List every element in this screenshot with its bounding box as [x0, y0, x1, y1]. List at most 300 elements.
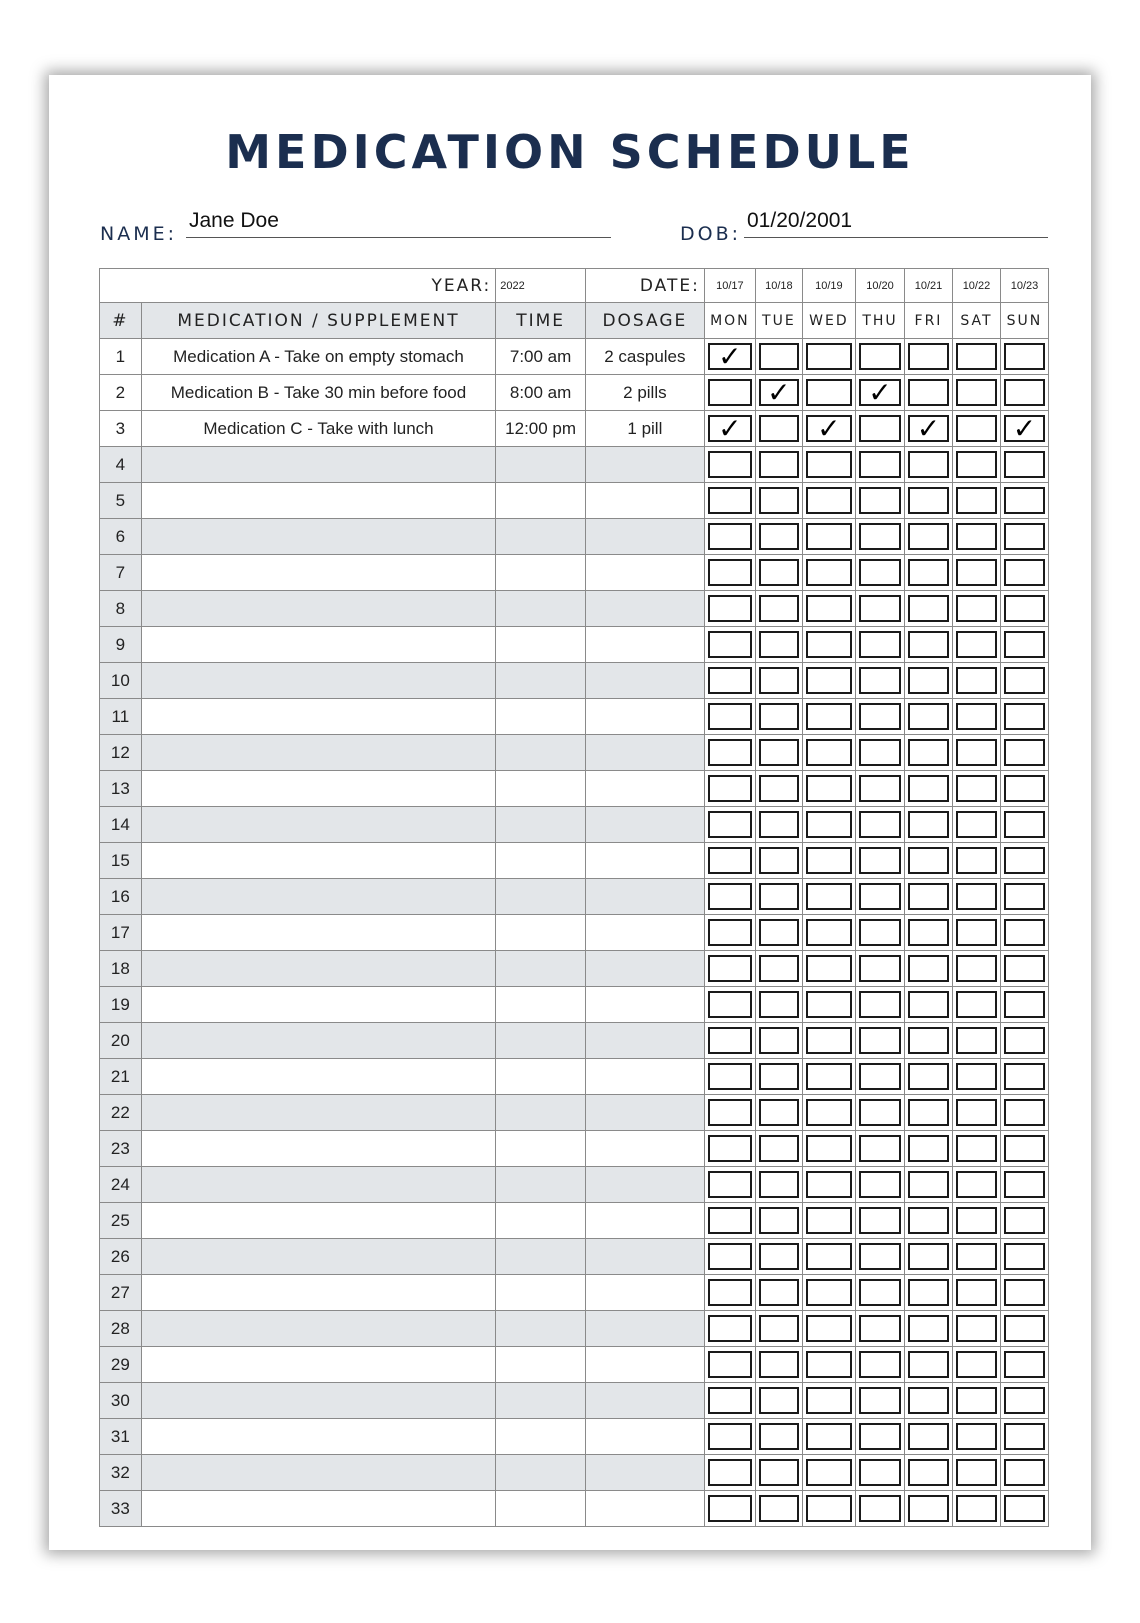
dosage-cell[interactable]: 1 pill — [585, 411, 704, 447]
day-checkbox[interactable] — [708, 559, 752, 586]
medication-cell[interactable] — [141, 591, 496, 627]
day-checkbox[interactable] — [806, 1315, 852, 1342]
time-cell[interactable] — [496, 735, 586, 771]
day-checkbox[interactable] — [859, 991, 901, 1018]
medication-cell[interactable] — [141, 879, 496, 915]
day-checkbox[interactable] — [759, 1171, 799, 1198]
day-checkbox[interactable] — [806, 487, 852, 514]
time-cell[interactable] — [496, 591, 586, 627]
day-checkbox[interactable] — [1004, 775, 1045, 802]
day-checkbox[interactable] — [908, 343, 949, 370]
day-checkbox[interactable] — [806, 631, 852, 658]
day-checkbox[interactable] — [708, 1423, 752, 1450]
day-checkbox[interactable] — [759, 631, 799, 658]
medication-cell[interactable] — [141, 483, 496, 519]
medication-cell[interactable]: Medication A - Take on empty stomach — [141, 339, 496, 375]
day-checkbox[interactable] — [708, 1207, 752, 1234]
day-checkbox[interactable] — [956, 1135, 997, 1162]
day-checkbox[interactable] — [956, 775, 997, 802]
day-checkbox[interactable] — [859, 1495, 901, 1522]
day-checkbox[interactable] — [908, 1315, 949, 1342]
day-checkbox[interactable] — [859, 1171, 901, 1198]
dosage-cell[interactable] — [585, 555, 704, 591]
day-checkbox[interactable] — [759, 739, 799, 766]
time-cell[interactable] — [496, 1275, 586, 1311]
dosage-cell[interactable] — [585, 663, 704, 699]
dosage-cell[interactable] — [585, 807, 704, 843]
day-checkbox[interactable] — [1004, 1495, 1045, 1522]
day-checkbox[interactable] — [1004, 451, 1045, 478]
day-checkbox[interactable] — [759, 883, 799, 910]
day-checkbox[interactable] — [806, 559, 852, 586]
time-cell[interactable] — [496, 1455, 586, 1491]
day-checkbox[interactable] — [908, 847, 949, 874]
time-cell[interactable] — [496, 807, 586, 843]
medication-cell[interactable] — [141, 1239, 496, 1275]
day-checkbox[interactable] — [1004, 667, 1045, 694]
day-checkbox[interactable] — [806, 1207, 852, 1234]
day-checkbox[interactable] — [806, 1099, 852, 1126]
time-cell[interactable] — [496, 1131, 586, 1167]
dosage-cell[interactable] — [585, 1203, 704, 1239]
day-checkbox[interactable] — [806, 703, 852, 730]
day-checkbox[interactable] — [759, 1099, 799, 1126]
day-checkbox[interactable] — [859, 1459, 901, 1486]
day-checkbox[interactable] — [956, 379, 997, 406]
day-checkbox[interactable] — [806, 667, 852, 694]
time-cell[interactable] — [496, 1383, 586, 1419]
day-checkbox[interactable] — [908, 559, 949, 586]
day-checkbox[interactable] — [859, 523, 901, 550]
dosage-cell[interactable] — [585, 699, 704, 735]
day-checkbox[interactable] — [1004, 1423, 1045, 1450]
day-checkbox[interactable] — [759, 559, 799, 586]
day-checkbox[interactable] — [908, 1279, 949, 1306]
dosage-cell[interactable] — [585, 1311, 704, 1347]
day-checkbox[interactable] — [708, 487, 752, 514]
day-checkbox[interactable] — [759, 487, 799, 514]
day-checkbox[interactable] — [1004, 1351, 1045, 1378]
medication-cell[interactable] — [141, 1131, 496, 1167]
medication-cell[interactable] — [141, 447, 496, 483]
medication-cell[interactable] — [141, 807, 496, 843]
day-checkbox[interactable] — [956, 955, 997, 982]
day-checkbox[interactable] — [1004, 412, 1045, 444]
day-checkbox[interactable] — [806, 955, 852, 982]
day-checkbox[interactable] — [956, 343, 997, 370]
day-checkbox[interactable] — [859, 1027, 901, 1054]
day-checkbox[interactable] — [908, 1063, 949, 1090]
day-checkbox[interactable] — [806, 343, 852, 370]
time-cell[interactable] — [496, 663, 586, 699]
day-checkbox[interactable] — [708, 1279, 752, 1306]
day-checkbox[interactable] — [806, 1351, 852, 1378]
day-checkbox[interactable] — [759, 811, 799, 838]
day-checkbox[interactable] — [708, 883, 752, 910]
day-checkbox[interactable] — [956, 1459, 997, 1486]
day-checkbox[interactable] — [708, 811, 752, 838]
day-checkbox[interactable] — [1004, 1315, 1045, 1342]
dosage-cell[interactable] — [585, 1059, 704, 1095]
day-checkbox[interactable] — [908, 991, 949, 1018]
dosage-cell[interactable] — [585, 1095, 704, 1131]
dosage-cell[interactable] — [585, 447, 704, 483]
day-checkbox[interactable] — [708, 991, 752, 1018]
medication-cell[interactable] — [141, 1059, 496, 1095]
dosage-cell[interactable] — [585, 1455, 704, 1491]
day-checkbox[interactable] — [708, 631, 752, 658]
day-checkbox[interactable] — [759, 415, 799, 442]
day-checkbox[interactable] — [908, 451, 949, 478]
day-checkbox[interactable] — [708, 703, 752, 730]
day-checkbox[interactable] — [859, 631, 901, 658]
medication-cell[interactable] — [141, 1203, 496, 1239]
time-cell[interactable]: 8:00 am — [496, 375, 586, 411]
time-cell[interactable] — [496, 555, 586, 591]
day-checkbox[interactable] — [956, 991, 997, 1018]
day-checkbox[interactable] — [1004, 1207, 1045, 1234]
day-checkbox[interactable] — [708, 1459, 752, 1486]
day-checkbox[interactable] — [759, 847, 799, 874]
day-checkbox[interactable] — [908, 523, 949, 550]
day-checkbox[interactable] — [708, 1351, 752, 1378]
day-checkbox[interactable] — [859, 1243, 901, 1270]
day-checkbox[interactable] — [956, 739, 997, 766]
day-checkbox[interactable] — [759, 1423, 799, 1450]
day-checkbox[interactable] — [806, 1459, 852, 1486]
day-checkbox[interactable] — [908, 631, 949, 658]
dosage-cell[interactable] — [585, 591, 704, 627]
medication-cell[interactable] — [141, 1491, 496, 1527]
year-field[interactable]: 2022 — [496, 269, 586, 303]
day-checkbox[interactable] — [859, 343, 901, 370]
day-checkbox[interactable] — [1004, 703, 1045, 730]
day-checkbox[interactable] — [956, 1243, 997, 1270]
day-checkbox[interactable] — [1004, 1459, 1045, 1486]
time-cell[interactable]: 12:00 pm — [496, 411, 586, 447]
day-checkbox[interactable] — [759, 1243, 799, 1270]
day-checkbox[interactable] — [708, 595, 752, 622]
day-checkbox[interactable] — [859, 847, 901, 874]
day-checkbox[interactable] — [1004, 379, 1045, 406]
day-checkbox[interactable] — [708, 847, 752, 874]
day-checkbox[interactable] — [759, 991, 799, 1018]
day-checkbox[interactable] — [806, 919, 852, 946]
day-checkbox[interactable] — [859, 1351, 901, 1378]
day-checkbox[interactable] — [859, 811, 901, 838]
day-checkbox[interactable] — [859, 1207, 901, 1234]
day-checkbox[interactable] — [908, 1459, 949, 1486]
medication-cell[interactable] — [141, 699, 496, 735]
dosage-cell[interactable] — [585, 915, 704, 951]
day-checkbox[interactable] — [806, 991, 852, 1018]
day-checkbox[interactable] — [806, 883, 852, 910]
day-checkbox[interactable] — [908, 1171, 949, 1198]
day-checkbox[interactable] — [759, 523, 799, 550]
day-checkbox[interactable] — [1004, 847, 1045, 874]
medication-cell[interactable] — [141, 1455, 496, 1491]
day-checkbox[interactable] — [908, 1495, 949, 1522]
day-checkbox[interactable] — [708, 523, 752, 550]
day-checkbox[interactable] — [859, 451, 901, 478]
day-checkbox[interactable] — [806, 1027, 852, 1054]
time-cell[interactable] — [496, 1311, 586, 1347]
dosage-cell[interactable] — [585, 843, 704, 879]
day-checkbox[interactable] — [708, 1027, 752, 1054]
day-checkbox[interactable] — [806, 739, 852, 766]
day-checkbox[interactable] — [708, 1099, 752, 1126]
day-checkbox[interactable] — [908, 1027, 949, 1054]
day-checkbox[interactable] — [908, 595, 949, 622]
time-cell[interactable] — [496, 483, 586, 519]
day-checkbox[interactable] — [956, 487, 997, 514]
time-cell[interactable] — [496, 1023, 586, 1059]
day-checkbox[interactable] — [956, 1063, 997, 1090]
medication-cell[interactable]: Medication C - Take with lunch — [141, 411, 496, 447]
day-checkbox[interactable] — [759, 1027, 799, 1054]
day-checkbox[interactable] — [956, 1027, 997, 1054]
time-cell[interactable] — [496, 1095, 586, 1131]
day-checkbox[interactable] — [859, 1315, 901, 1342]
dosage-cell[interactable] — [585, 519, 704, 555]
day-checkbox[interactable] — [1004, 991, 1045, 1018]
day-checkbox[interactable] — [759, 595, 799, 622]
medication-cell[interactable] — [141, 1275, 496, 1311]
day-checkbox[interactable] — [859, 1423, 901, 1450]
dosage-cell[interactable] — [585, 1131, 704, 1167]
time-cell[interactable] — [496, 1167, 586, 1203]
day-checkbox[interactable] — [759, 1351, 799, 1378]
day-checkbox[interactable] — [708, 1315, 752, 1342]
dosage-cell[interactable] — [585, 879, 704, 915]
day-checkbox[interactable] — [956, 1495, 997, 1522]
day-checkbox[interactable] — [859, 559, 901, 586]
day-checkbox[interactable] — [1004, 919, 1045, 946]
day-checkbox[interactable] — [908, 883, 949, 910]
day-checkbox[interactable] — [1004, 739, 1045, 766]
day-checkbox[interactable] — [806, 1279, 852, 1306]
day-checkbox[interactable] — [806, 595, 852, 622]
day-checkbox[interactable] — [1004, 595, 1045, 622]
day-checkbox[interactable] — [859, 376, 901, 408]
day-checkbox[interactable] — [956, 523, 997, 550]
day-checkbox[interactable] — [859, 1387, 901, 1414]
day-checkbox[interactable] — [859, 919, 901, 946]
day-checkbox[interactable] — [956, 1423, 997, 1450]
dosage-cell[interactable] — [585, 1419, 704, 1455]
day-checkbox[interactable] — [759, 919, 799, 946]
day-checkbox[interactable] — [908, 1351, 949, 1378]
date-field[interactable]: 10/20 — [856, 269, 905, 303]
medication-cell[interactable] — [141, 519, 496, 555]
day-checkbox[interactable] — [1004, 559, 1045, 586]
medication-cell[interactable] — [141, 1167, 496, 1203]
dosage-cell[interactable] — [585, 1491, 704, 1527]
medication-cell[interactable] — [141, 735, 496, 771]
day-checkbox[interactable] — [956, 1351, 997, 1378]
medication-cell[interactable] — [141, 915, 496, 951]
name-field[interactable]: Jane Doe — [186, 209, 611, 238]
time-cell[interactable] — [496, 1059, 586, 1095]
time-cell[interactable]: 7:00 am — [496, 339, 586, 375]
day-checkbox[interactable] — [806, 775, 852, 802]
day-checkbox[interactable] — [806, 451, 852, 478]
day-checkbox[interactable] — [956, 595, 997, 622]
dosage-cell[interactable] — [585, 1347, 704, 1383]
date-field[interactable]: 10/21 — [905, 269, 953, 303]
medication-cell[interactable] — [141, 987, 496, 1023]
day-checkbox[interactable] — [956, 1099, 997, 1126]
day-checkbox[interactable] — [708, 1495, 752, 1522]
day-checkbox[interactable] — [908, 955, 949, 982]
day-checkbox[interactable] — [806, 1387, 852, 1414]
day-checkbox[interactable] — [956, 1315, 997, 1342]
day-checkbox[interactable] — [956, 667, 997, 694]
time-cell[interactable] — [496, 699, 586, 735]
day-checkbox[interactable] — [1004, 1243, 1045, 1270]
day-checkbox[interactable] — [908, 703, 949, 730]
date-field[interactable]: 10/19 — [802, 269, 855, 303]
day-checkbox[interactable] — [1004, 883, 1045, 910]
day-checkbox[interactable] — [859, 775, 901, 802]
day-checkbox[interactable] — [806, 811, 852, 838]
day-checkbox[interactable] — [908, 1207, 949, 1234]
day-checkbox[interactable] — [908, 1243, 949, 1270]
medication-cell[interactable] — [141, 843, 496, 879]
medication-cell[interactable] — [141, 627, 496, 663]
day-checkbox[interactable] — [708, 739, 752, 766]
time-cell[interactable] — [496, 951, 586, 987]
dosage-cell[interactable]: 2 caspules — [585, 339, 704, 375]
time-cell[interactable] — [496, 879, 586, 915]
day-checkbox[interactable] — [708, 451, 752, 478]
day-checkbox[interactable] — [1004, 1279, 1045, 1306]
day-checkbox[interactable] — [956, 631, 997, 658]
day-checkbox[interactable] — [956, 1387, 997, 1414]
dosage-cell[interactable] — [585, 987, 704, 1023]
day-checkbox[interactable] — [956, 811, 997, 838]
day-checkbox[interactable] — [908, 412, 949, 444]
dosage-cell[interactable] — [585, 483, 704, 519]
day-checkbox[interactable] — [708, 379, 752, 406]
day-checkbox[interactable] — [1004, 343, 1045, 370]
day-checkbox[interactable] — [759, 1495, 799, 1522]
medication-cell[interactable] — [141, 1347, 496, 1383]
day-checkbox[interactable] — [908, 1423, 949, 1450]
day-checkbox[interactable] — [859, 739, 901, 766]
day-checkbox[interactable] — [1004, 1099, 1045, 1126]
day-checkbox[interactable] — [806, 1423, 852, 1450]
time-cell[interactable] — [496, 447, 586, 483]
day-checkbox[interactable] — [908, 487, 949, 514]
day-checkbox[interactable] — [708, 1387, 752, 1414]
dob-field[interactable]: 01/20/2001 — [744, 209, 1048, 238]
time-cell[interactable] — [496, 1203, 586, 1239]
day-checkbox[interactable] — [759, 1279, 799, 1306]
day-checkbox[interactable] — [1004, 955, 1045, 982]
medication-cell[interactable] — [141, 1383, 496, 1419]
medication-cell[interactable] — [141, 951, 496, 987]
day-checkbox[interactable] — [908, 1135, 949, 1162]
medication-cell[interactable] — [141, 1023, 496, 1059]
medication-cell[interactable] — [141, 1095, 496, 1131]
day-checkbox[interactable] — [806, 1171, 852, 1198]
time-cell[interactable] — [496, 771, 586, 807]
date-field[interactable]: 10/22 — [952, 269, 1000, 303]
time-cell[interactable] — [496, 627, 586, 663]
dosage-cell[interactable] — [585, 1239, 704, 1275]
medication-cell[interactable] — [141, 555, 496, 591]
day-checkbox[interactable] — [908, 1099, 949, 1126]
day-checkbox[interactable] — [806, 1135, 852, 1162]
day-checkbox[interactable] — [806, 1243, 852, 1270]
day-checkbox[interactable] — [759, 1315, 799, 1342]
day-checkbox[interactable] — [859, 883, 901, 910]
day-checkbox[interactable] — [759, 1207, 799, 1234]
day-checkbox[interactable] — [708, 412, 752, 444]
date-field[interactable]: 10/18 — [755, 269, 802, 303]
day-checkbox[interactable] — [859, 1135, 901, 1162]
day-checkbox[interactable] — [956, 559, 997, 586]
day-checkbox[interactable] — [806, 1063, 852, 1090]
medication-cell[interactable] — [141, 1311, 496, 1347]
medication-cell[interactable] — [141, 1419, 496, 1455]
day-checkbox[interactable] — [759, 955, 799, 982]
day-checkbox[interactable] — [908, 667, 949, 694]
day-checkbox[interactable] — [956, 451, 997, 478]
day-checkbox[interactable] — [708, 667, 752, 694]
day-checkbox[interactable] — [859, 1279, 901, 1306]
day-checkbox[interactable] — [1004, 1063, 1045, 1090]
time-cell[interactable] — [496, 519, 586, 555]
dosage-cell[interactable] — [585, 627, 704, 663]
medication-cell[interactable]: Medication B - Take 30 min before food — [141, 375, 496, 411]
day-checkbox[interactable] — [956, 703, 997, 730]
dosage-cell[interactable] — [585, 771, 704, 807]
day-checkbox[interactable] — [859, 955, 901, 982]
day-checkbox[interactable] — [806, 1495, 852, 1522]
day-checkbox[interactable] — [908, 1387, 949, 1414]
time-cell[interactable] — [496, 1491, 586, 1527]
day-checkbox[interactable] — [1004, 1387, 1045, 1414]
time-cell[interactable] — [496, 1239, 586, 1275]
day-checkbox[interactable] — [1004, 487, 1045, 514]
day-checkbox[interactable] — [956, 847, 997, 874]
dosage-cell[interactable] — [585, 1023, 704, 1059]
day-checkbox[interactable] — [956, 415, 997, 442]
day-checkbox[interactable] — [759, 376, 799, 408]
day-checkbox[interactable] — [956, 1171, 997, 1198]
day-checkbox[interactable] — [759, 451, 799, 478]
day-checkbox[interactable] — [908, 919, 949, 946]
day-checkbox[interactable] — [759, 1063, 799, 1090]
day-checkbox[interactable] — [908, 775, 949, 802]
day-checkbox[interactable] — [1004, 811, 1045, 838]
medication-cell[interactable] — [141, 663, 496, 699]
day-checkbox[interactable] — [859, 667, 901, 694]
dosage-cell[interactable] — [585, 735, 704, 771]
day-checkbox[interactable] — [759, 343, 799, 370]
time-cell[interactable] — [496, 843, 586, 879]
day-checkbox[interactable] — [759, 667, 799, 694]
day-checkbox[interactable] — [708, 919, 752, 946]
dosage-cell[interactable] — [585, 1383, 704, 1419]
day-checkbox[interactable] — [859, 487, 901, 514]
day-checkbox[interactable] — [759, 1387, 799, 1414]
day-checkbox[interactable] — [708, 1243, 752, 1270]
day-checkbox[interactable] — [806, 379, 852, 406]
day-checkbox[interactable] — [708, 1135, 752, 1162]
